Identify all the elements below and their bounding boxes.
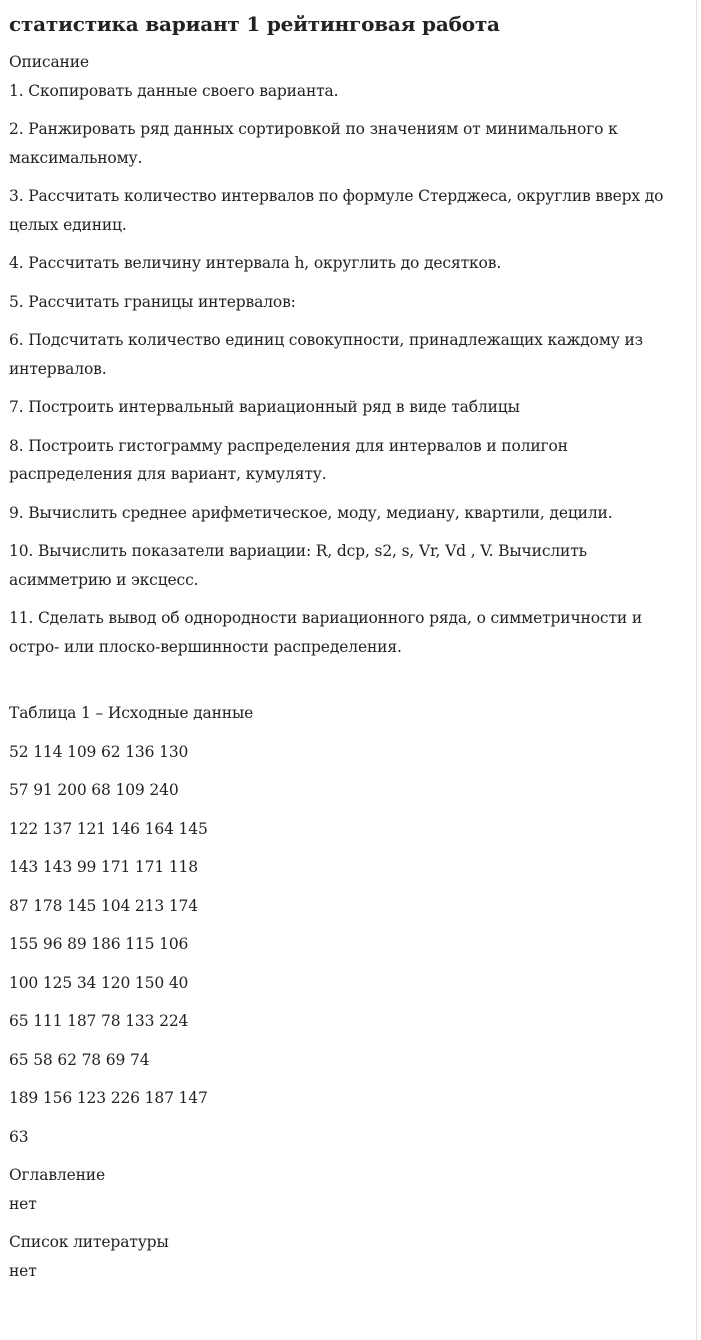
step-item: 9. Вычислить среднее арифметическое, моду, медиану, квартили, децили. — [9, 503, 613, 522]
step-item: 6. Подсчитать количество единиц совокупности, принадлежащих каждому из интервалов. — [9, 331, 643, 378]
description-label: Описание — [9, 53, 89, 71]
data-row: 143 143 99 171 171 118 — [9, 858, 198, 876]
toc-label: Оглавление — [9, 1166, 105, 1184]
step-item: 2. Ранжировать ряд данных сортировкой по значениям от минимального к максимальному. — [9, 120, 618, 167]
references-value: нет — [9, 1261, 37, 1280]
data-row: 65 58 62 78 69 74 — [9, 1050, 150, 1069]
step-item: 8. Построить гистограмму распределения для интервалов и полигон распределения для вариант, кумуляту. — [9, 436, 568, 483]
toc-value: нет — [9, 1194, 37, 1213]
data-row: 52 114 109 62 136 130 — [9, 742, 189, 761]
step-item: 5. Рассчитать границы интервалов: — [9, 292, 296, 311]
page-title: статистика вариант 1 рейтинговая работа — [9, 12, 500, 36]
data-rows — [9, 738, 693, 1152]
data-row: 122 137 121 146 164 145 — [9, 819, 208, 838]
step-item: 3. Рассчитать количество интервалов по формуле Стерджеса, округлив вверх до целых единиц. — [9, 187, 664, 234]
table-caption: Таблица 1 – Исходные данные — [9, 704, 254, 722]
data-row: 63 — [9, 1127, 29, 1146]
references-section — [9, 1228, 693, 1285]
references-label: Список литературы — [9, 1233, 169, 1251]
data-row: 155 96 89 186 115 106 — [9, 935, 189, 953]
step-item: 4. Рассчитать величину интервала h, округлить до десятков. — [9, 254, 502, 272]
data-row: 189 156 123 226 187 147 — [9, 1089, 208, 1107]
data-row: 100 125 34 120 150 40 — [9, 973, 189, 992]
step-item: 1. Скопировать данные своего варианта. — [9, 81, 339, 100]
step-item: 10. Вычислить показатели вариации: R, dср, s2, s, Vr, Vd , V. Вычислить асимметрию и эксцесс. — [9, 542, 587, 589]
step-item: 7. Построить интервальный вариационный ряд в виде таблицы — [9, 398, 520, 416]
data-row: 57 91 200 68 109 240 — [9, 781, 179, 799]
document-content — [9, 48, 693, 1295]
toc-section — [9, 1161, 693, 1218]
data-row: 65 111 187 78 133 224 — [9, 1012, 189, 1030]
step-item: 11. Сделать вывод об однородности вариационного ряда, о симметричности и остро- или плоско-вершинности распределения. — [9, 609, 643, 656]
data-row: 87 178 145 104 213 174 — [9, 896, 198, 915]
steps-list — [9, 77, 693, 662]
